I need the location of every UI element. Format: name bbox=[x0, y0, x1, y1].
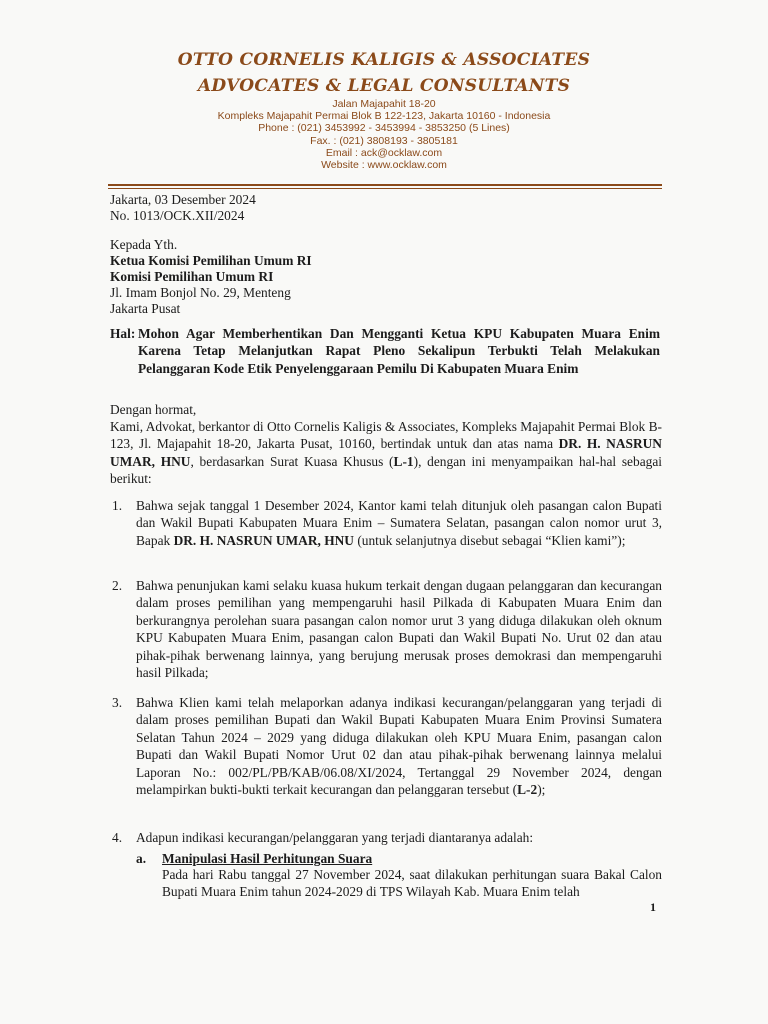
opening-text: Kami, Advokat, berkantor di Otto Cornelis Kaligis & Associates, Kompleks Majapahit Permai Blok B-123, Jl. Majapahit 18-20, Jakarta Pusat, 10160, bertindak untuk dan atas nama bbox=[110, 419, 662, 452]
website-line: Website : www.ocklaw.com bbox=[321, 159, 447, 172]
opening-paragraph bbox=[110, 418, 662, 488]
reference-l2: L-2 bbox=[517, 782, 538, 798]
letter-date: Jakarta, 03 Desember 2024 bbox=[110, 192, 256, 207]
subject-label: Hal: bbox=[110, 326, 136, 341]
list-item bbox=[136, 497, 662, 549]
letterhead-contact bbox=[0, 98, 768, 171]
recipient-city: Jakarta Pusat bbox=[110, 301, 181, 316]
recipient-title: Ketua Komisi Pemilihan Umum RI bbox=[110, 253, 312, 268]
subitem-title: Manipulasi Hasil Perhitungan Suara bbox=[162, 851, 373, 866]
item-text: Bahwa sejak tanggal 1 Desember 2024, Kantor kami telah ditunjuk oleh pasangan calon Bupati dan Wakil Bupati Kabupaten Muara Enim – Sumatera Selatan, pasangan calon nomor urut 3, Bapak bbox=[136, 498, 662, 548]
item-text: Bahwa Klien kami telah melaporkan adanya indikasi kecurangan/pelanggaran yang terjadi di dalam proses pemilihan Bupati dan Wakil Bupati Kabupaten Muara Enim Provinsi Sumatera Selatan Tahun 2024 – 2029 yang diduga dilakukan oleh KPU Muara Enim, pasangan calon Bupati dan Wakil Bupati Nomor Urut 02 dan atau pihak-pihak berwenang lainnya melalui Laporan No.: 002/PL/PB/KAB/06.08/XI/2024, Tertanggal 29 November 2024, dengan melampirkan bukti-bukti terkait kecurangan dan pelanggaran tersebut ( bbox=[136, 695, 662, 798]
firm-subtitle: ADVOCATES & LEGAL CONSULTANTS bbox=[197, 76, 571, 96]
client-name: DR. H. NASRUN UMAR, HNU bbox=[110, 436, 662, 469]
letterhead-divider bbox=[108, 184, 662, 186]
item-number: 3. bbox=[112, 695, 123, 710]
client-name: DR. H. NASRUN UMAR, HNU bbox=[173, 532, 354, 548]
firm-name: OTTO CORNELIS KALIGIS & ASSOCIATES bbox=[177, 50, 591, 70]
email-line: Email : ack@ocklaw.com bbox=[325, 146, 443, 159]
subitem-text: Pada hari Rabu tanggal 27 November 2024, saat dilakukan perhitungan suara Bakal Calon Bupati Muara Enim tahun 2024-2029 di TPS Wilayah Kab. Muara Enim telah bbox=[162, 867, 662, 900]
address-line-2: Kompleks Majapahit Permai Blok B 122-123, Jakarta 10160 - Indonesia bbox=[217, 110, 551, 123]
item-text: ); bbox=[537, 782, 546, 798]
greeting: Dengan hormat, bbox=[110, 402, 197, 417]
page-number: 1 bbox=[650, 900, 656, 914]
subject-text: Mohon Agar Memberhentikan Dan Mengganti Ketua KPU Kabupaten Muara Enim Karena Tetap Melanjutkan Rapat Pleno Sekalipun Terbukti Telah Melakukan Pelanggaran Kode Etik Penyelenggaraan Pemilu Di Kabupaten Muara Enim bbox=[138, 326, 660, 376]
recipient-salutation: Kepada Yth. bbox=[110, 237, 178, 252]
item-text: (untuk selanjutnya disebut sebagai “Klien kami”); bbox=[353, 532, 626, 548]
reference-l1: L-1 bbox=[393, 453, 414, 469]
item-number: 1. bbox=[112, 498, 123, 513]
letter-number: No. 1013/OCK.XII/2024 bbox=[110, 208, 245, 223]
item-number: 2. bbox=[112, 578, 123, 593]
subitem-label: a. bbox=[136, 851, 147, 866]
list-item: Adapun indikasi kecurangan/pelanggaran yang terjadi diantaranya adalah: bbox=[136, 830, 534, 845]
recipient-institution: Komisi Pemilihan Umum RI bbox=[110, 269, 274, 284]
list-item bbox=[136, 694, 662, 798]
fax-line: Fax. : (021) 3808193 - 3805181 bbox=[310, 134, 458, 147]
address-line-1: Jalan Majapahit 18-20 bbox=[332, 98, 436, 110]
letterhead-divider-thin bbox=[108, 188, 662, 189]
opening-text-end: ), dengan ini menyampaikan hal-hal sebagai berikut: bbox=[110, 453, 663, 487]
recipient-address: Jl. Imam Bonjol No. 29, Menteng bbox=[110, 285, 291, 300]
item-number: 4. bbox=[112, 830, 123, 845]
phone-line: Phone : (021) 3453992 - 3453994 - 3853250 (5 Lines) bbox=[258, 122, 510, 135]
list-item: Bahwa penunjukan kami selaku kuasa hukum terkait dengan dugaan pelanggaran dan kecurangan dalam proses pemilihan yang mempengaruhi hasil Pilkada di Kabupaten Muara Enim dan berkurangnya perolehan suara pasangan calon nomor urut 3 yang diduga dilakukan oleh oknum KPU Kabupaten Muara Enim, pasangan calon Bupati dan Wakil Bupati No. Urut 02 dan atau pihak-pihak berwenang lainnya, yang berujung merusak proses demokrasi dan mempengaruhi hasil Pilkada; bbox=[136, 578, 662, 681]
opening-text-mid: , berdasarkan Surat Kuasa Khusus ( bbox=[190, 453, 394, 469]
